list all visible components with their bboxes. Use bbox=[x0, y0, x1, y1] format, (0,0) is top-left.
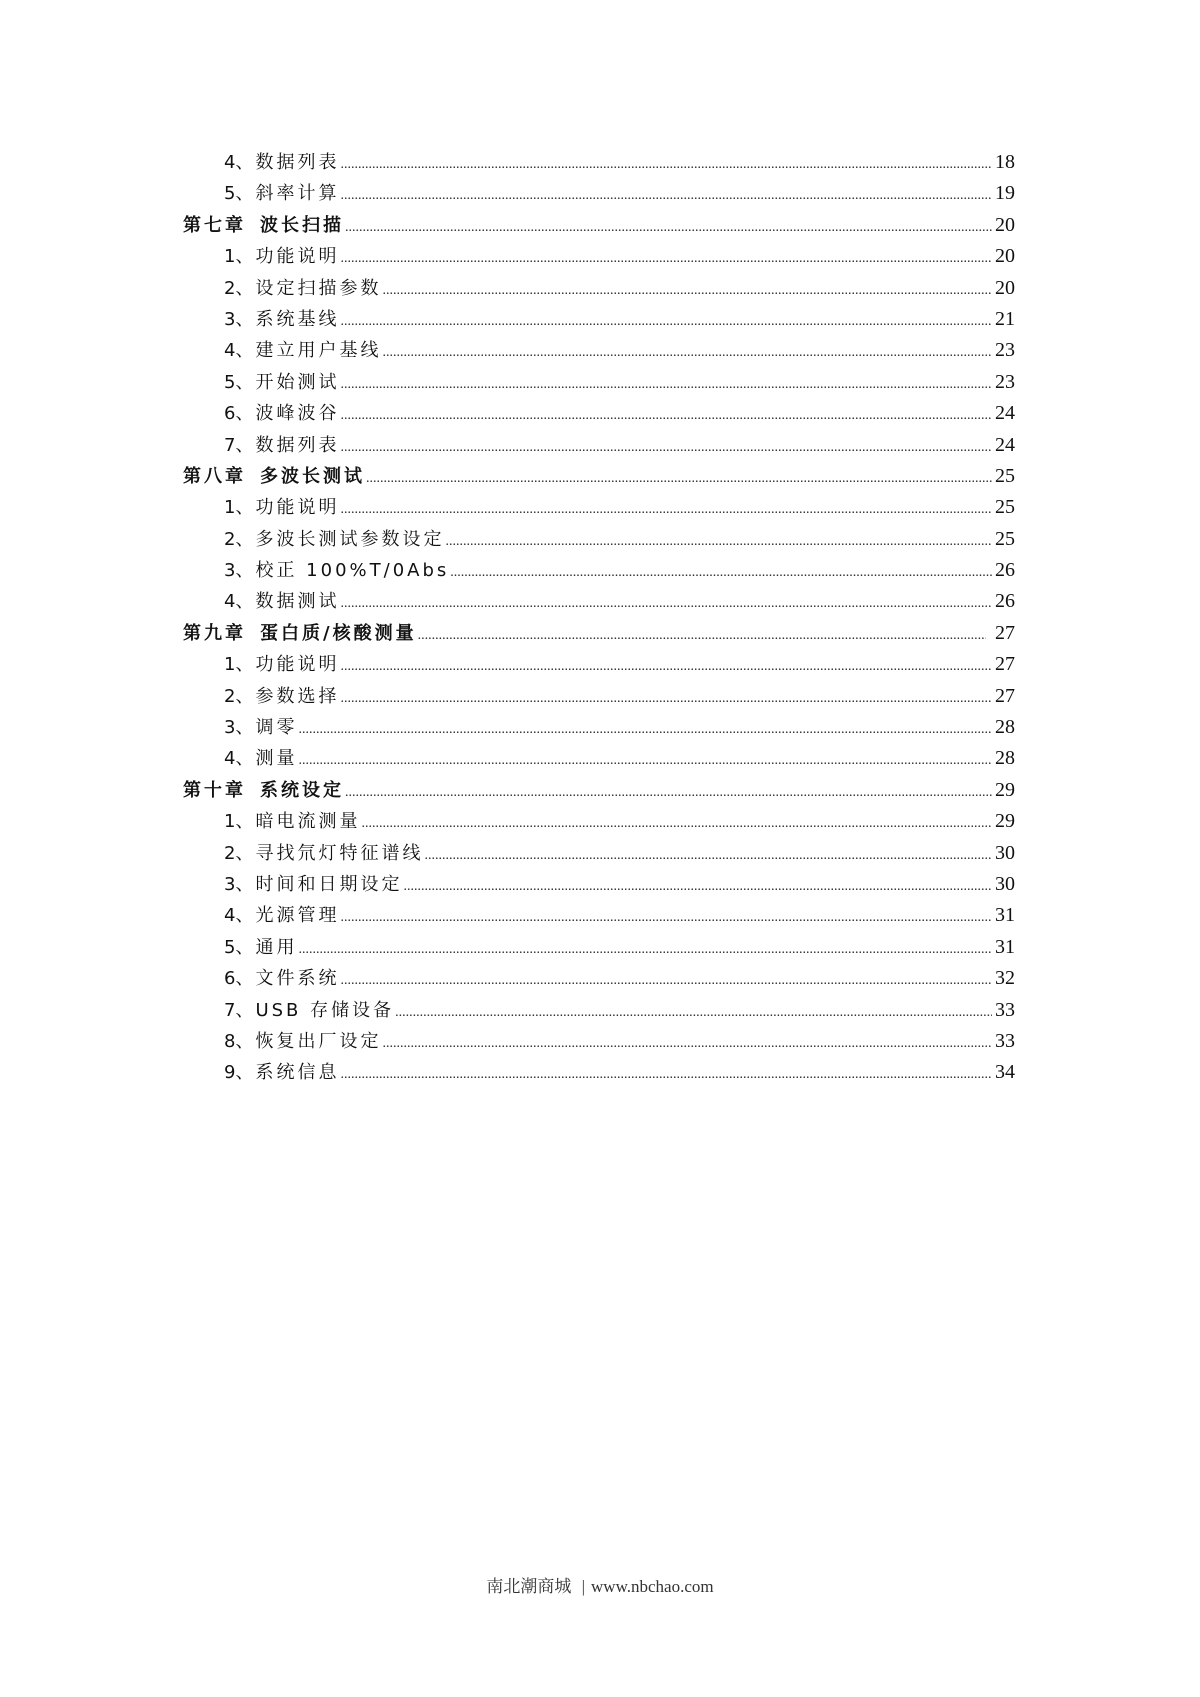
chapter-number: 第七章 bbox=[183, 214, 246, 236]
dot-leader bbox=[382, 275, 992, 306]
toc-entry-page: 25 bbox=[995, 527, 1015, 550]
dot-leader bbox=[424, 840, 992, 871]
toc-entry-number: 2、 bbox=[224, 277, 254, 299]
toc-entry-page: 29 bbox=[995, 810, 1015, 833]
dot-leader bbox=[340, 683, 992, 714]
toc-entry[interactable] bbox=[183, 398, 1015, 429]
toc-entry-number: 1、 bbox=[224, 497, 254, 519]
chapter-title: 波长扫描 bbox=[260, 214, 344, 236]
dot-leader bbox=[403, 871, 992, 902]
toc-entry-title: 功能说明 bbox=[255, 497, 340, 519]
toc-entry-title: 系统信息 bbox=[255, 1062, 340, 1084]
dot-leader bbox=[340, 369, 992, 400]
toc-entry-page: 23 bbox=[995, 370, 1015, 393]
toc-entry[interactable] bbox=[183, 524, 1015, 555]
toc-entry-number: 4、 bbox=[224, 591, 254, 613]
toc-entry-number: 6、 bbox=[224, 968, 254, 990]
dot-leader bbox=[366, 463, 992, 494]
toc-entry-title: 寻找氘灯特征谱线 bbox=[255, 842, 424, 864]
toc-entry-title: 恢复出厂设定 bbox=[255, 1030, 382, 1052]
toc-entry-page: 31 bbox=[995, 935, 1015, 958]
toc-entry-page: 20 bbox=[995, 213, 1015, 236]
toc-entry-number: 3、 bbox=[224, 308, 254, 330]
toc-entry-number: 7、 bbox=[224, 434, 254, 456]
page-footer bbox=[0, 1572, 1200, 1597]
toc-entry-title: 开始测试 bbox=[255, 371, 340, 393]
toc-entry-number: 5、 bbox=[224, 936, 254, 958]
toc-entry-title: 多波长测试参数设定 bbox=[255, 528, 445, 550]
dot-leader bbox=[340, 306, 992, 337]
toc-entry-page: 25 bbox=[995, 464, 1015, 487]
toc-entry-number: 4、 bbox=[224, 152, 254, 173]
dot-leader bbox=[340, 902, 992, 933]
toc-entry-page: 23 bbox=[995, 339, 1015, 362]
toc-entry-title: 文件系统 bbox=[255, 968, 340, 990]
toc-entry-title: 数据列表 bbox=[255, 152, 340, 173]
toc-entry-number: 1、 bbox=[224, 246, 254, 268]
chapter-number: 第十章 bbox=[183, 779, 246, 801]
toc-entry-page: 31 bbox=[995, 904, 1015, 927]
toc-entry-page: 25 bbox=[995, 496, 1015, 519]
toc-entry-title: 建立用户基线 bbox=[255, 340, 382, 362]
toc-entry[interactable] bbox=[183, 838, 1015, 869]
toc-entry-title: 通用 bbox=[255, 936, 298, 958]
toc-entry[interactable] bbox=[183, 178, 1015, 209]
toc-entry-page: 27 bbox=[995, 621, 1015, 644]
dot-leader bbox=[298, 934, 992, 965]
toc-entry[interactable] bbox=[183, 367, 1015, 398]
toc-entry-page: 20 bbox=[995, 276, 1015, 299]
dot-leader bbox=[298, 745, 992, 776]
toc-entry-number: 7、 bbox=[224, 999, 254, 1021]
toc-entry-page: 28 bbox=[995, 747, 1015, 770]
toc-entry-number: 4、 bbox=[224, 748, 254, 770]
toc-entry-number: 1、 bbox=[224, 811, 254, 833]
toc-entry[interactable] bbox=[183, 712, 1015, 743]
toc-entry[interactable] bbox=[183, 995, 1015, 1026]
dot-leader bbox=[340, 180, 992, 211]
toc-entry-number: 3、 bbox=[224, 717, 254, 739]
toc-entry-title: USB 存储设备 bbox=[255, 999, 395, 1021]
toc-entry[interactable] bbox=[183, 273, 1015, 304]
toc-entry-page: 26 bbox=[995, 590, 1015, 613]
toc-entry-title: 数据测试 bbox=[255, 591, 340, 613]
toc-entry[interactable] bbox=[183, 743, 1015, 774]
dot-leader bbox=[395, 997, 992, 1028]
toc-entry-number: 3、 bbox=[224, 873, 254, 895]
toc-entry-title: 调零 bbox=[255, 717, 298, 739]
toc-entry-number: 8、 bbox=[224, 1030, 254, 1052]
toc-entry-number: 1、 bbox=[224, 654, 254, 676]
toc-entry[interactable] bbox=[183, 869, 1015, 900]
dot-leader bbox=[340, 651, 992, 682]
toc-entry[interactable] bbox=[183, 304, 1015, 335]
toc-entry-number: 4、 bbox=[224, 905, 254, 927]
toc-entry-page: 26 bbox=[995, 559, 1015, 582]
toc-entry[interactable] bbox=[183, 900, 1015, 931]
toc-entry[interactable] bbox=[183, 932, 1015, 963]
dot-leader bbox=[418, 620, 986, 651]
dot-leader bbox=[382, 337, 992, 368]
dot-leader bbox=[340, 965, 992, 996]
toc-entry-title: 时间和日期设定 bbox=[255, 873, 403, 895]
dot-leader bbox=[340, 432, 992, 463]
toc-chapter[interactable] bbox=[183, 775, 1015, 806]
dot-leader bbox=[340, 243, 992, 274]
dot-leader bbox=[340, 588, 992, 619]
dot-leader bbox=[361, 808, 992, 839]
chapter-number: 第九章 bbox=[183, 622, 246, 644]
toc-entry-page: 20 bbox=[995, 245, 1015, 268]
toc-chapter[interactable] bbox=[183, 210, 1015, 241]
toc-entry[interactable] bbox=[183, 963, 1015, 994]
toc-entry-title: 校正 100%T/0Abs bbox=[255, 560, 450, 582]
toc-entry-page: 30 bbox=[995, 841, 1015, 864]
toc-entry-page: 33 bbox=[995, 1029, 1015, 1052]
dot-leader bbox=[445, 526, 992, 557]
dot-leader bbox=[450, 557, 992, 588]
toc-entry-page: 30 bbox=[995, 872, 1015, 895]
dot-leader bbox=[340, 494, 992, 525]
toc-entry-page: 27 bbox=[995, 684, 1015, 707]
toc-chapter[interactable] bbox=[183, 461, 1015, 492]
toc-entry-number: 9、 bbox=[224, 1062, 254, 1084]
chapter-title: 多波长测试 bbox=[260, 465, 365, 487]
toc-entry-number: 2、 bbox=[224, 685, 254, 707]
toc-entry[interactable] bbox=[183, 586, 1015, 617]
toc-entry-number: 5、 bbox=[224, 371, 254, 393]
toc-entry-page: 24 bbox=[995, 402, 1015, 425]
toc-entry[interactable] bbox=[183, 681, 1015, 712]
toc-entry-title: 系统基线 bbox=[255, 308, 340, 330]
toc-entry-page: 21 bbox=[995, 307, 1015, 330]
toc-entry-title: 功能说明 bbox=[255, 654, 340, 676]
toc-entry-title: 参数选择 bbox=[255, 685, 340, 707]
toc-entry-title: 斜率计算 bbox=[255, 183, 340, 205]
chapter-title: 蛋白质/核酸测量 bbox=[260, 622, 417, 644]
toc-entry-number: 4、 bbox=[224, 340, 254, 362]
toc-entry-title: 测量 bbox=[255, 748, 298, 770]
toc-entry-page: 27 bbox=[995, 653, 1015, 676]
dot-leader bbox=[382, 1028, 992, 1059]
toc-entry[interactable] bbox=[183, 335, 1015, 366]
toc-entry[interactable] bbox=[183, 649, 1015, 680]
toc-entry-number: 6、 bbox=[224, 403, 254, 425]
toc-entry-title: 暗电流测量 bbox=[255, 811, 361, 833]
toc-entry[interactable] bbox=[183, 241, 1015, 272]
dot-leader bbox=[340, 400, 992, 431]
toc-entry[interactable] bbox=[183, 430, 1015, 461]
footer-separator: | bbox=[581, 1577, 586, 1596]
toc-entry[interactable] bbox=[183, 1026, 1015, 1057]
dot-leader bbox=[345, 212, 992, 243]
table-of-contents bbox=[183, 147, 1015, 1089]
toc-entry-page: 24 bbox=[995, 433, 1015, 456]
toc-entry[interactable] bbox=[183, 555, 1015, 586]
chapter-number: 第八章 bbox=[183, 465, 246, 487]
toc-entry-title: 设定扫描参数 bbox=[255, 277, 382, 299]
footer-url-link[interactable]: www.nbchao.com bbox=[591, 1577, 714, 1596]
toc-entry[interactable] bbox=[183, 806, 1015, 837]
toc-entry-page: 19 bbox=[995, 182, 1015, 205]
toc-entry-page: 29 bbox=[995, 778, 1015, 801]
toc-entry[interactable] bbox=[183, 1057, 1015, 1088]
dot-leader bbox=[298, 714, 992, 745]
dot-leader bbox=[340, 149, 992, 180]
toc-entry-page: 34 bbox=[995, 1061, 1015, 1084]
toc-entry-page: 33 bbox=[995, 998, 1015, 1021]
toc-entry-number: 5、 bbox=[224, 183, 254, 205]
toc-entry-page: 28 bbox=[995, 716, 1015, 739]
toc-chapter[interactable] bbox=[183, 618, 1015, 649]
dot-leader bbox=[345, 777, 992, 808]
toc-entry-page: 18 bbox=[995, 151, 1015, 173]
footer-site-name: 南北潮商城 bbox=[486, 1577, 572, 1596]
toc-entry[interactable] bbox=[183, 492, 1015, 523]
toc-entry-number: 3、 bbox=[224, 560, 254, 582]
chapter-title: 系统设定 bbox=[260, 779, 344, 801]
toc-entry-number: 2、 bbox=[224, 842, 254, 864]
dot-leader bbox=[340, 1059, 992, 1090]
toc-entry-title: 波峰波谷 bbox=[255, 403, 340, 425]
toc-entry-page: 32 bbox=[995, 967, 1015, 990]
toc-entry-title: 数据列表 bbox=[255, 434, 340, 456]
toc-entry[interactable] bbox=[183, 147, 1015, 178]
toc-entry-title: 光源管理 bbox=[255, 905, 340, 927]
toc-entry-number: 2、 bbox=[224, 528, 254, 550]
toc-entry-title: 功能说明 bbox=[255, 246, 340, 268]
